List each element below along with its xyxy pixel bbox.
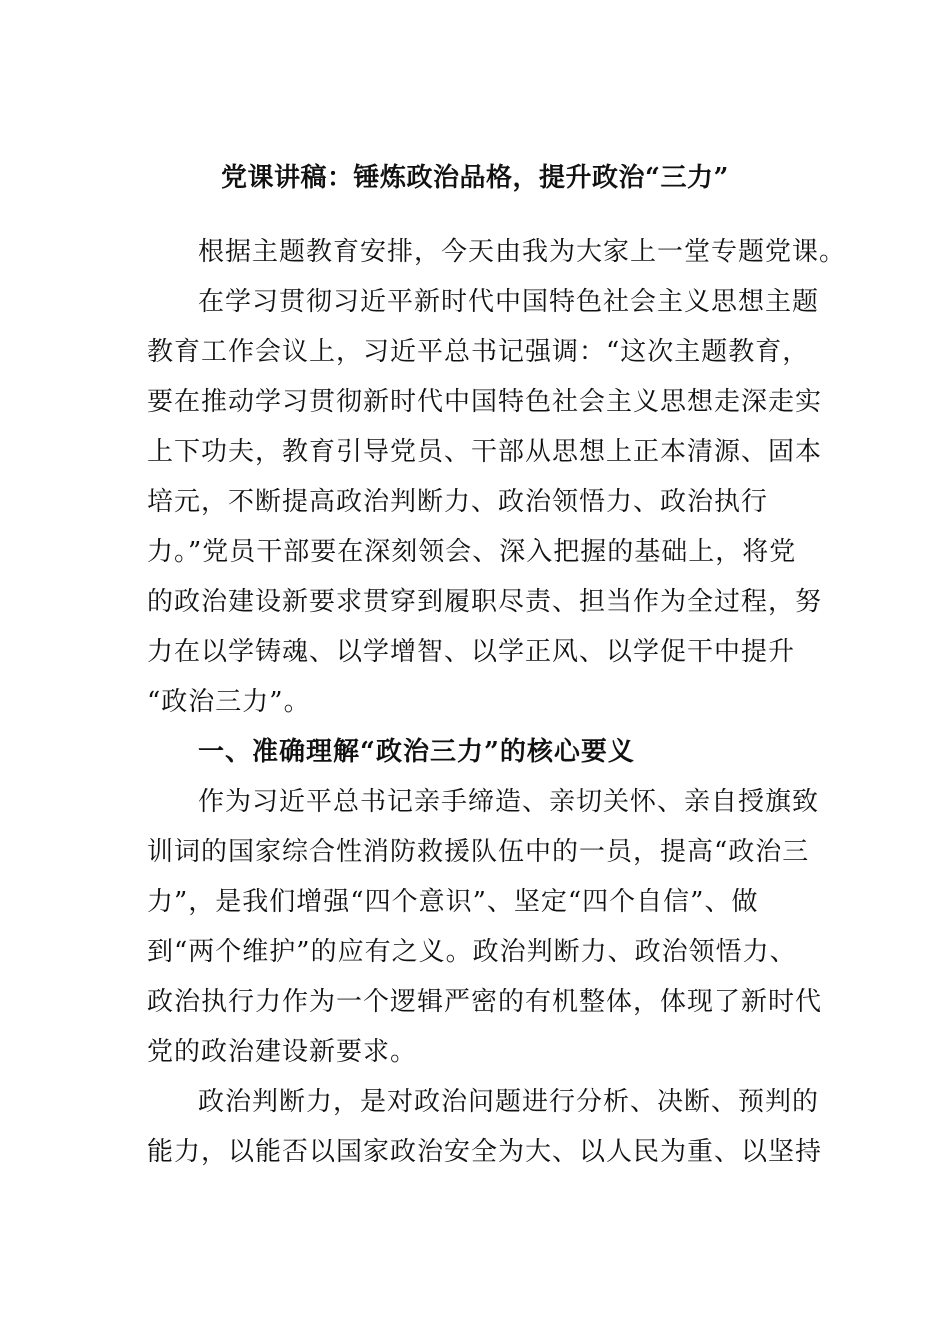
paragraph-line: 在学习贯彻习近平新时代中国特色社会主义思想主题 — [198, 287, 820, 317]
paragraph-line: 上下功夫，教育引导党员、干部从思想上正本清源、固本 — [147, 437, 823, 467]
paragraph-line: 根据主题教育安排，今天由我为大家上一堂专题党课。 — [198, 237, 847, 267]
document-title: 党课讲稿：锤炼政治品格，提升政治“三力” — [221, 163, 729, 193]
paragraph-line: 教育工作会议上，习近平总书记强调：“这次主题教育， — [147, 337, 810, 367]
paragraph-line: “政治三力”。 — [147, 687, 311, 717]
paragraph-line: 的政治建设新要求贯穿到履职尽责、担当作为全过程，努 — [147, 587, 823, 617]
paragraph-line: 能力，以能否以国家政治安全为大、以人民为重、以坚持 — [147, 1137, 823, 1167]
paragraph-line: 力在以学铸魂、以学增智、以学正风、以学促干中提升 — [147, 637, 796, 667]
paragraph-line: 政治判断力，是对政治问题进行分析、决断、预判的 — [198, 1087, 820, 1117]
paragraph-line: 要在推动学习贯彻新时代中国特色社会主义思想走深走实 — [147, 387, 823, 417]
paragraph-line: 力”，是我们增强“四个意识”、坚定“四个自信”、做 — [147, 887, 759, 917]
paragraph-line: 力。”党员干部要在深刻领会、深入把握的基础上，将党 — [147, 537, 797, 567]
paragraph-line: 训词的国家综合性消防救援队伍中的一员，提高“政治三 — [147, 837, 810, 867]
paragraph-line: 政治执行力作为一个逻辑严密的有机整体，体现了新时代 — [147, 987, 823, 1017]
paragraph-line: 作为习近平总书记亲手缔造、亲切关怀、亲自授旗致 — [198, 787, 820, 817]
section-heading: 一、准确理解“政治三力”的核心要义 — [198, 737, 635, 767]
paragraph-line: 到“两个维护”的应有之义。政治判断力、政治领悟力、 — [147, 937, 797, 967]
paragraph-line: 培元，不断提高政治判断力、政治领悟力、政治执行 — [147, 487, 769, 517]
paragraph-line: 党的政治建设新要求。 — [147, 1037, 418, 1067]
